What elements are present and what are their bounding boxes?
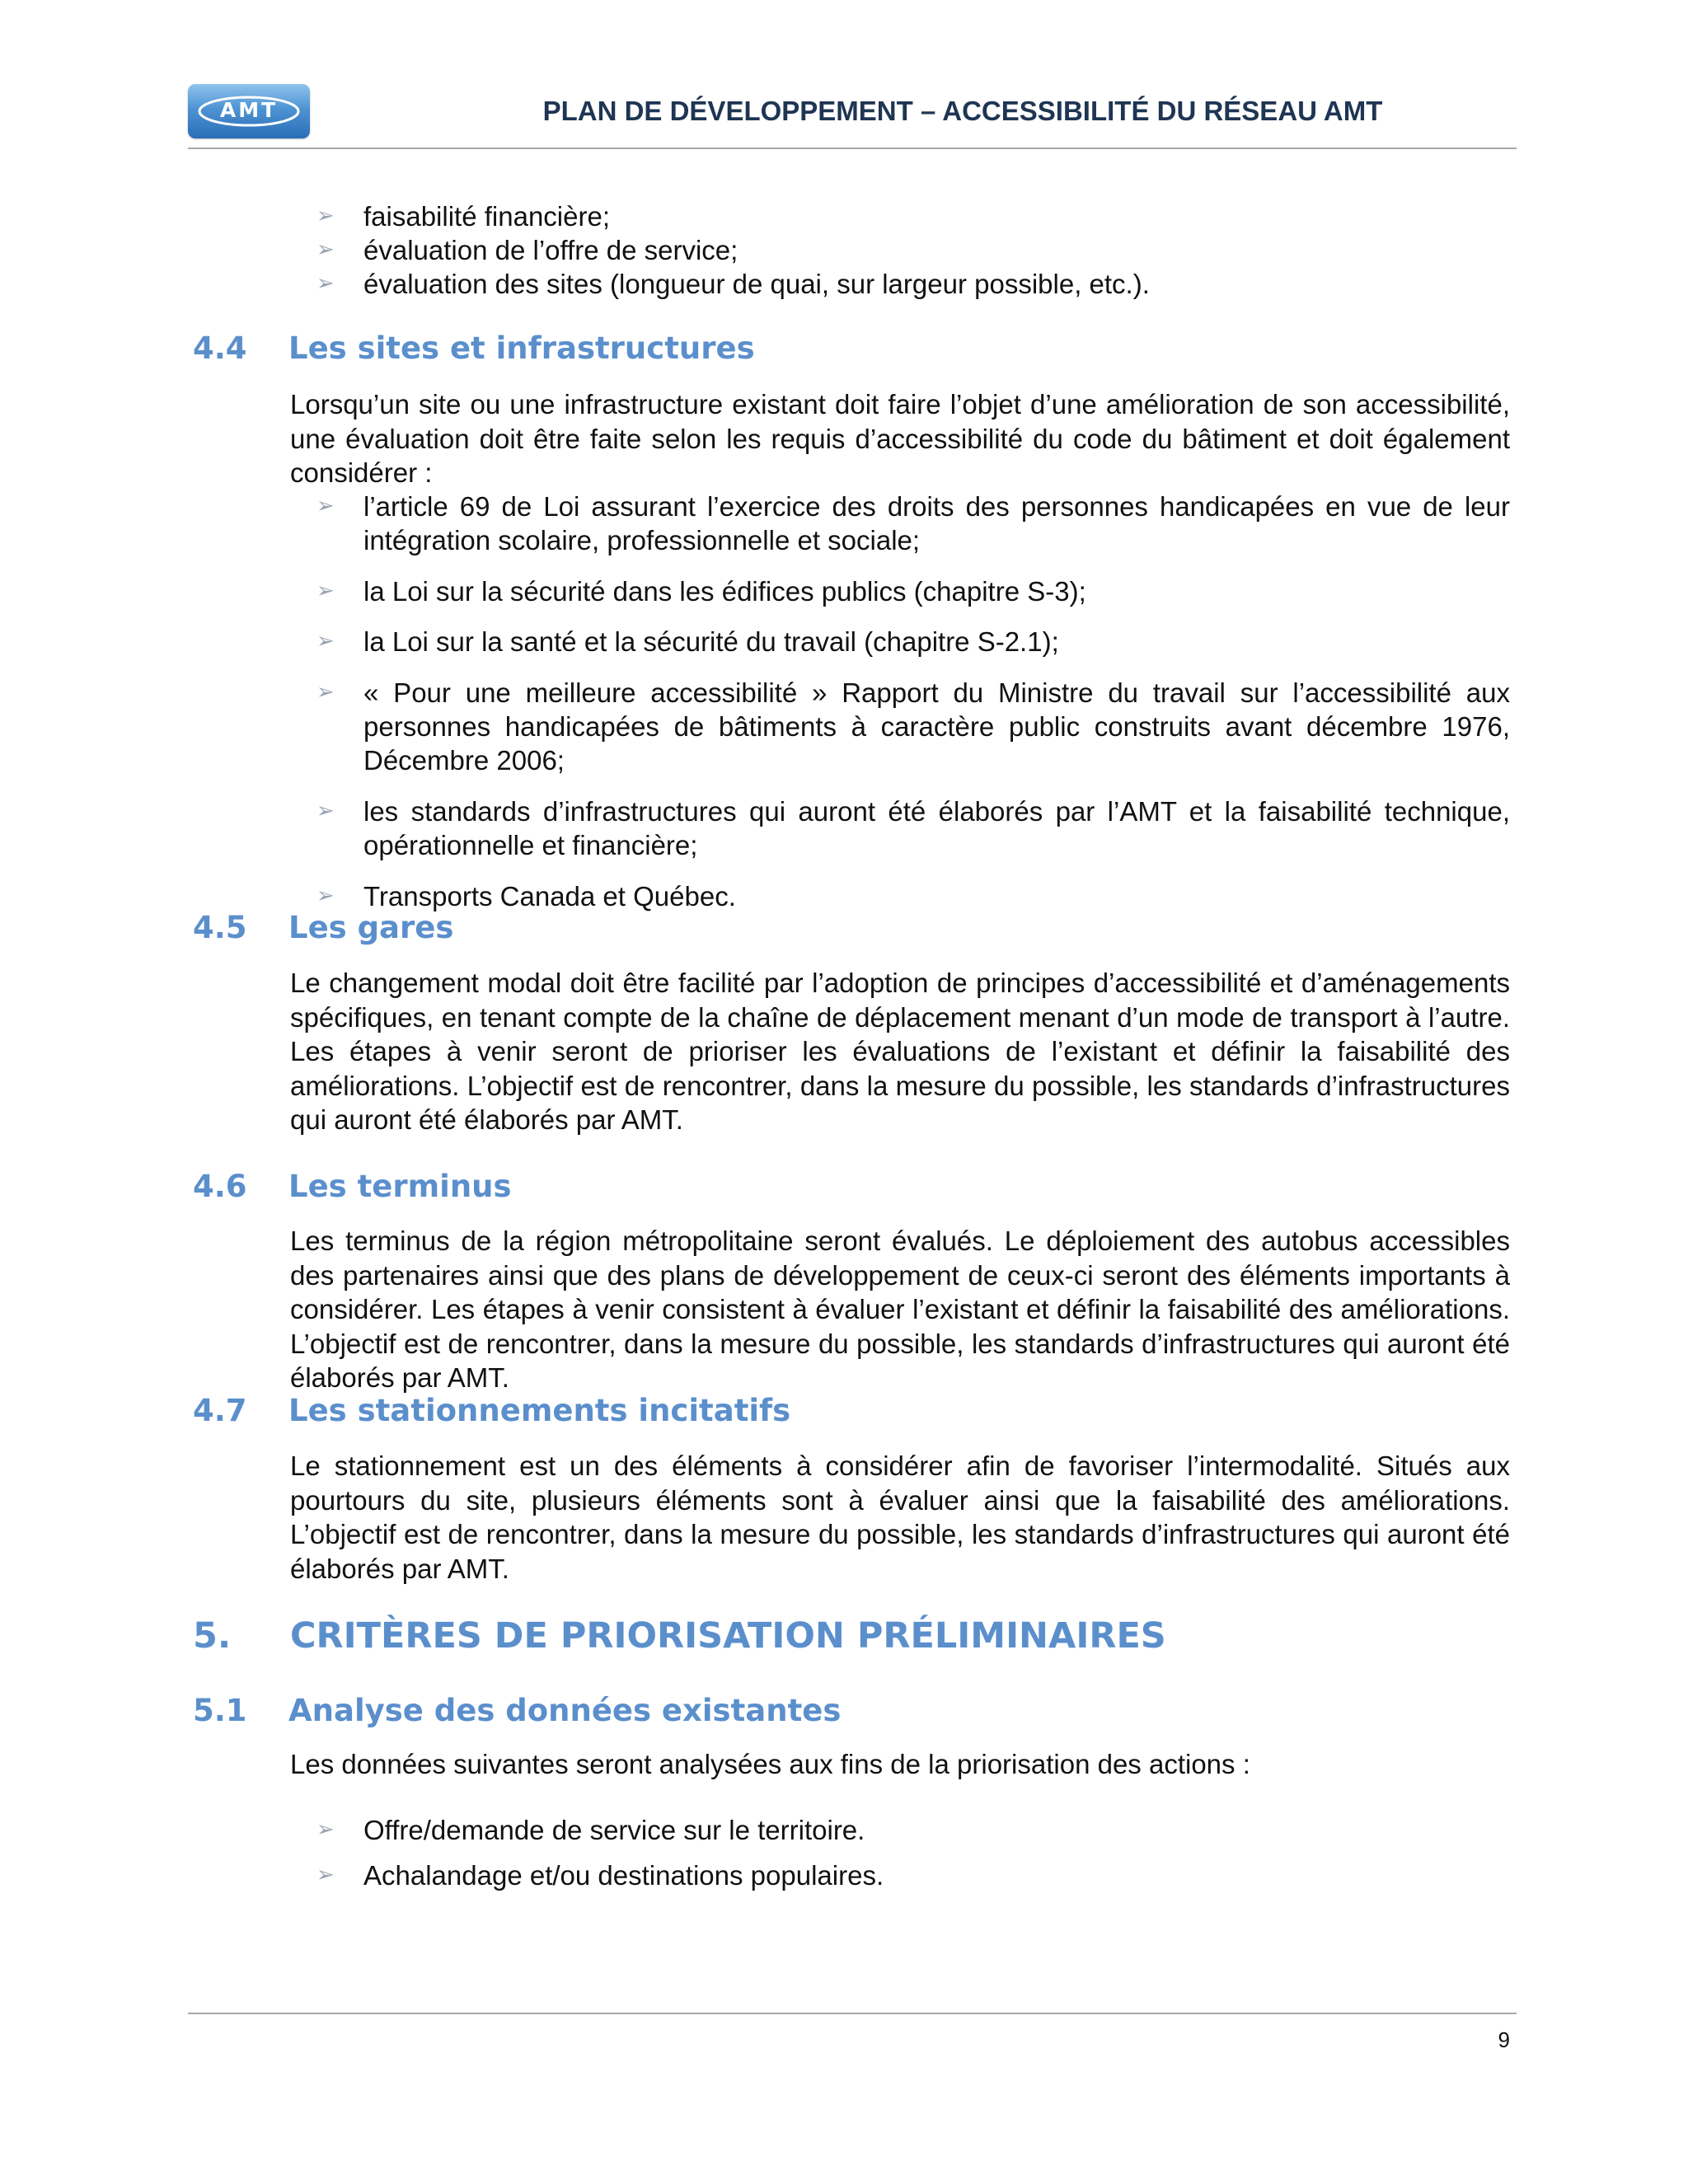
footer-divider	[188, 2013, 1517, 2014]
arrow-bullet-icon: ➢	[316, 680, 335, 705]
arrow-bullet-icon: ➢	[316, 799, 335, 823]
list-item: ➢ évaluation de l’offre de service;	[316, 235, 738, 265]
section-heading-4-7	[193, 1393, 791, 1431]
list-item: ➢ la Loi sur la sécurité dans les édifices publics (chapitre S-3);	[316, 576, 1086, 607]
list-item: ➢ Transports Canada et Québec.	[316, 881, 736, 912]
arrow-bullet-icon: ➢	[316, 494, 335, 518]
list-item: ➢ l’article 69 de Loi assurant l’exercice des droits des personnes handicapées en vue de leur intégration scolaire, professionnelle et sociale;	[316, 491, 1510, 555]
page-number: 9	[1498, 2027, 1510, 2052]
document-title: PLAN DE DÉVELOPPEMENT – ACCESSIBILITÉ DU RÉSEAU AMT	[542, 96, 1383, 126]
section-4-5-paragraph: Le changement modal doit être facilité par l’adoption de principes d’accessibilité et d’aménagements spécifiques, en tenant compte de la chaîne de déplacement menant d’un mode de transport à l’autre. Les étapes à venir seront de prioriser les évaluations de l’existant et définir la faisabilité des améliorations. L’objectif est de rencontrer, dans la mesure du possible, les standards d’infrastructures qui auront été élaborés par AMT.	[290, 968, 1510, 1135]
section-number: 5.1	[193, 1693, 247, 1728]
section-number: 4.4	[193, 330, 247, 366]
section-title: Les gares	[288, 910, 454, 945]
page-header	[188, 84, 1517, 150]
list-item: ➢ Offre/demande de service sur le territoire.	[316, 1815, 865, 1845]
list-item: ➢ la Loi sur la santé et la sécurité du travail (chapitre S-2.1);	[316, 626, 1059, 657]
chapter-title: CRITÈRES DE PRIORISATION PRÉLIMINAIRES	[290, 1615, 1166, 1657]
list-item: ➢ évaluation des sites (longueur de quai, sur largeur possible, etc.).	[316, 269, 1150, 299]
section-heading-4-4	[193, 330, 755, 368]
arrow-bullet-icon: ➢	[316, 204, 335, 228]
chapter-heading-5	[193, 1615, 1166, 1660]
section-4-6-paragraph: Les terminus de la région métropolitaine seront évalués. Le déploiement des autobus accessibles des partenaires ainsi que des plans de développement de ceux-ci seront des éléments importants à considérer. Les étapes à venir consistent à évaluer l’existant et définir la faisabilité des améliorations. L’objectif est de rencontrer, dans la mesure du possible, les standards d’infrastructures qui auront été élaborés par AMT.	[290, 1226, 1510, 1393]
section-heading-4-6	[193, 1169, 512, 1207]
list-item: ➢ les standards d’infrastructures qui auront été élaborés par l’AMT et la faisabilité technique, opérationnelle et financière;	[316, 796, 1510, 860]
chapter-number: 5.	[193, 1615, 232, 1657]
header-divider	[188, 148, 1517, 149]
continued-bullet-list	[316, 199, 1510, 301]
section-5-1-paragraph: Les données suivantes seront analysées aux fins de la priorisation des actions :	[290, 1749, 1250, 1779]
arrow-bullet-icon: ➢	[316, 883, 335, 908]
section-number: 4.7	[193, 1393, 247, 1428]
section-title: Les sites et infrastructures	[288, 330, 755, 366]
list-item: ➢ Achalandage et/ou destinations populaires.	[316, 1860, 884, 1891]
section-heading-5-1	[193, 1693, 842, 1731]
logo-text: AMT	[219, 98, 279, 122]
section-title: Analyse des données existantes	[288, 1693, 842, 1728]
arrow-bullet-icon: ➢	[316, 237, 335, 262]
arrow-bullet-icon: ➢	[316, 271, 335, 296]
section-4-4-bullet-list	[316, 490, 1510, 913]
section-number: 4.6	[193, 1169, 247, 1204]
arrow-bullet-icon: ➢	[316, 579, 335, 603]
section-5-1-bullet-list	[316, 1813, 1510, 1892]
list-item: ➢ « Pour une meilleure accessibilité » Rapport du Ministre du travail sur l’accessibilité aux personnes handicapées de bâtiments à caractère public construits avant décembre 1976, Décembre 2006;	[316, 677, 1510, 776]
section-title: Les stationnements incitatifs	[288, 1393, 791, 1428]
section-4-7-paragraph: Le stationnement est un des éléments à considérer afin de favoriser l’intermodalité. Situés aux pourtours du site, plusieurs éléments sont à évaluer ainsi que la faisabilité des améliorations. L’objectif est de rencontrer, dans la mesure du possible, les standards d’infrastructures qui auront été élaborés par AMT.	[290, 1451, 1510, 1584]
section-4-4-paragraph: Lorsqu’un site ou une infrastructure existant doit faire l’objet d’une amélioration de son accessibilité, une évaluation doit être faite selon les requis d’accessibilité du code du bâtiment et doit également considérer :	[290, 389, 1510, 488]
section-number: 4.5	[193, 910, 247, 945]
arrow-bullet-icon: ➢	[316, 1817, 335, 1842]
section-heading-4-5	[193, 910, 454, 948]
arrow-bullet-icon: ➢	[316, 629, 335, 654]
arrow-bullet-icon: ➢	[316, 1863, 335, 1887]
section-title: Les terminus	[288, 1169, 512, 1204]
amt-logo	[188, 84, 310, 138]
list-item: ➢ faisabilité financière;	[316, 201, 610, 232]
